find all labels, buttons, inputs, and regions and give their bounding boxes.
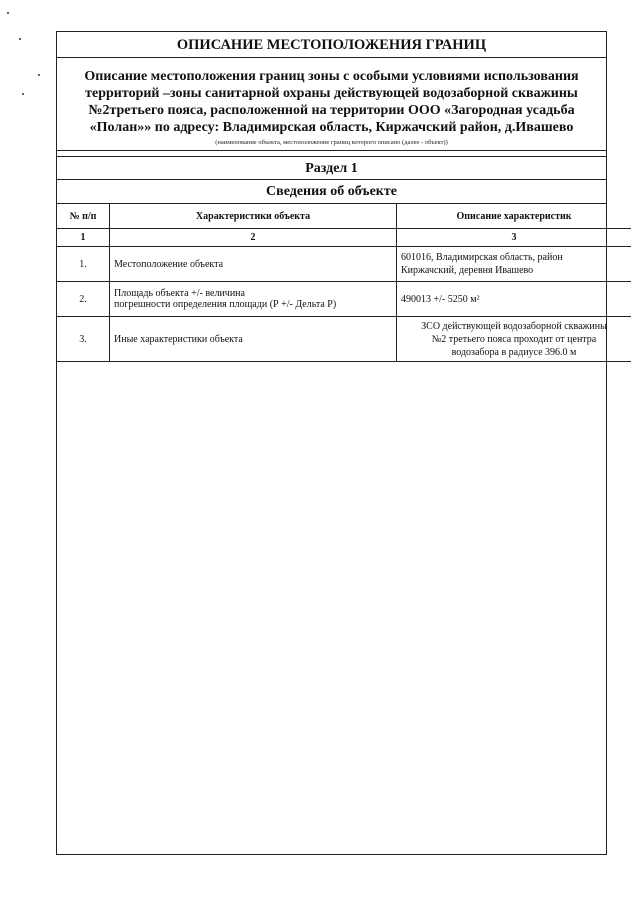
row-characteristic	[110, 282, 397, 317]
object-info-table	[57, 204, 631, 362]
column-number-row	[57, 229, 631, 247]
row-description	[397, 247, 632, 282]
table-row	[57, 282, 631, 317]
characteristic-text: Иные характеристики объекта	[114, 333, 243, 345]
description-text: 490013 +/- 5250 м²	[401, 293, 480, 305]
characteristic-text: Площадь объекта +/- величина погрешности определения площади (Р +/- Дельта Р)	[114, 288, 337, 310]
document-title: ОПИСАНИЕ МЕСТОПОЛОЖЕНИЯ ГРАНИЦ	[57, 32, 606, 58]
column-header-description: Описание характеристик	[397, 204, 632, 229]
document-subtitle	[57, 58, 606, 168]
row-number: 1.	[57, 247, 110, 282]
section-subtitle: Сведения об объекте	[57, 180, 606, 204]
table-row	[57, 247, 631, 282]
row-description	[397, 317, 632, 362]
row-description	[397, 282, 632, 317]
column-header-number: № п/п	[57, 204, 110, 229]
subtitle-line: №2третьего пояса, расположенной на территории ООО «Загородная усадьба	[88, 103, 575, 118]
scan-speck	[19, 38, 21, 40]
column-number: 1	[57, 229, 110, 247]
scan-speck	[22, 93, 24, 95]
table-header-row	[57, 204, 631, 229]
description-text: ЗСО действующей водозаборной скважины №2 третьего пояса проходит от центра водозабора в радиусе 396.0 м	[421, 320, 607, 358]
object-caption: (наименование объекта, местоположение границ которого описано (далее - объект))	[57, 136, 606, 151]
column-number: 3	[397, 229, 632, 247]
row-number: 3.	[57, 317, 110, 362]
scan-speck	[7, 12, 9, 14]
scan-speck	[38, 74, 40, 76]
document-frame	[56, 31, 607, 855]
section-title: Раздел 1	[57, 156, 606, 180]
characteristic-text: Местоположение объекта	[114, 258, 224, 270]
column-number: 2	[110, 229, 397, 247]
subtitle-line: «Полан»» по адресу: Владимирская область, Киржачский район, д.Ивашево	[89, 120, 574, 135]
row-characteristic	[110, 317, 397, 362]
column-header-characteristic: Характеристики объекта	[110, 204, 397, 229]
table-row	[57, 317, 631, 362]
subtitle-line: Описание местоположения границ зоны с особыми условиями использования	[84, 69, 579, 84]
row-characteristic	[110, 247, 397, 282]
row-number: 2.	[57, 282, 110, 317]
subtitle-line: территорий –зоны санитарной охраны действующей водозаборной скважины	[85, 86, 578, 101]
description-text: 601016, Владимирская область, район Киржачский, деревня Ивашево	[401, 252, 563, 276]
